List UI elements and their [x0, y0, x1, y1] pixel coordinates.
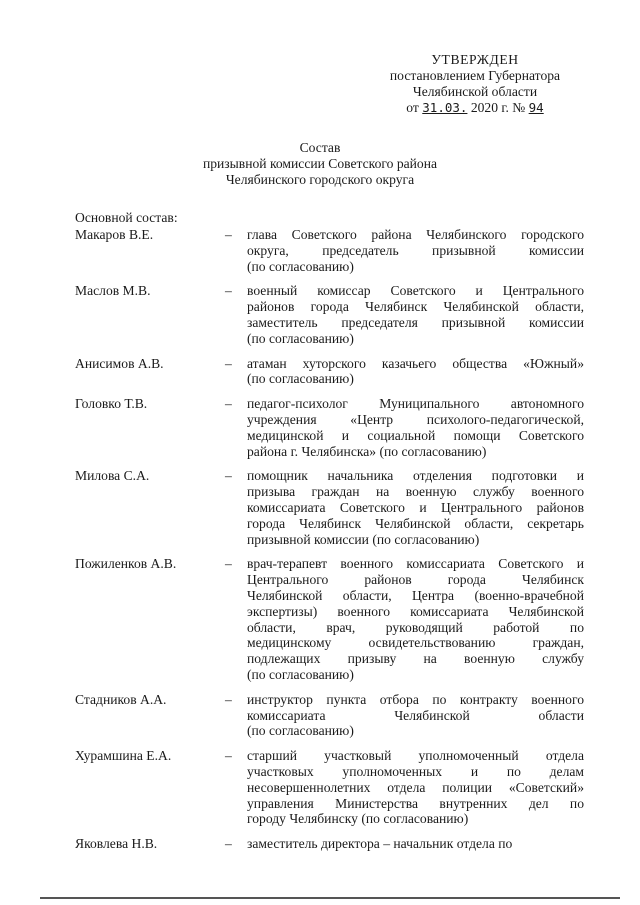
role-line: заместитель председателя призывной комиссии [247, 314, 584, 330]
role-line: районов города Челябинск Челябинской области, [247, 299, 584, 315]
role-line: экспертизы) военного комиссариата Челябинской [247, 603, 584, 619]
role-line: (по согласованию) [247, 666, 354, 682]
role-line: управления Министерства внутренних дел по [247, 795, 584, 811]
dash-separator: – [225, 691, 232, 707]
role-line: военный комиссар Советского и Центрального [247, 283, 584, 299]
approval-date-line [360, 100, 590, 116]
role-line: округа, председатель призывной комиссии [247, 242, 584, 258]
role-line: педагог-психолог Муниципального автономного [247, 396, 584, 412]
role-line: (по согласованию) [247, 723, 354, 739]
member-entry [75, 356, 585, 388]
dash-separator: – [225, 283, 232, 299]
role-line: (по согласованию) [247, 371, 354, 387]
member-name: Макаров В.Е. [75, 227, 154, 242]
member-entry [75, 556, 585, 682]
scan-edge-line [40, 897, 620, 899]
member-role [247, 692, 584, 739]
role-line: старший участковый уполномоченный отдела [247, 748, 584, 764]
member-name: Стадников А.А. [75, 691, 167, 707]
role-line: несовершеннолетних отдела полиции «Советский» [247, 779, 584, 795]
approval-stamp [360, 52, 590, 116]
role-line: комиссариата Челябинской области [247, 707, 584, 723]
dash-separator: – [225, 556, 232, 572]
dash-separator: – [225, 748, 232, 764]
member-role [247, 356, 584, 388]
member-name: Яковлева Н.В. [75, 836, 158, 852]
approval-line-1: постановлением Губернатора [389, 67, 561, 83]
date-value: 31.03. [422, 100, 468, 116]
role-line: медицинской и социальной помощи Советского [247, 427, 584, 443]
role-line: заместитель директора – начальник отдела по [247, 836, 513, 852]
member-role [247, 468, 584, 547]
role-line: призыва граждан на военную службу военного [247, 484, 584, 500]
date-prefix: от [406, 100, 419, 116]
heading-title: Состав [299, 140, 341, 155]
member-role [247, 396, 584, 459]
member-role [247, 748, 584, 827]
role-line: врач-терапевт военного комиссариата Советского и [247, 556, 584, 572]
role-line: Центрального районов города Челябинск [247, 572, 584, 588]
dash-separator: – [225, 355, 232, 371]
document-heading [170, 140, 470, 187]
member-name: Маслов М.В. [75, 283, 151, 299]
approval-line-2: Челябинской области [412, 83, 538, 99]
member-role [247, 283, 584, 346]
member-name: Анисимов А.В. [75, 355, 164, 371]
role-line: области, врач, руководящий работой по [247, 619, 584, 635]
role-line: (по согласованию) [247, 330, 354, 346]
role-line: (по согласованию) [247, 258, 354, 274]
member-entry [75, 468, 585, 547]
approval-title: УТВЕРЖДЕН [431, 52, 519, 67]
member-entry [75, 396, 585, 459]
role-line: города Челябинск Челябинской области, секретарь [247, 515, 584, 531]
members-list [75, 227, 585, 852]
role-line: помощник начальника отделения подготовки и [247, 468, 584, 484]
role-line: Челябинской области, Центра (военно-врачебной [247, 587, 584, 603]
member-name: Пожиленков А.В. [75, 556, 177, 572]
role-line: учреждения «Центр психолого-педагогической, [247, 411, 584, 427]
member-name: Головко Т.В. [75, 396, 148, 412]
role-line: комиссариата Советского и Центрального районов [247, 499, 584, 515]
role-line: атаман хуторского казачьего общества «Южный» [247, 355, 584, 371]
year-text: 2020 г. № [470, 100, 526, 116]
member-entry [75, 836, 585, 852]
heading-line-2: Челябинского городского округа [225, 171, 415, 187]
role-line: призывной комиссии (по согласованию) [247, 531, 480, 547]
role-line: медицинскому освидетельствованию граждан, [247, 635, 584, 651]
member-entry [75, 283, 585, 346]
dash-separator: – [225, 396, 232, 412]
member-name: Милова С.А. [75, 468, 150, 484]
member-name: Хурамшина Е.А. [75, 748, 172, 764]
member-entry [75, 227, 585, 274]
role-line: городу Челябинску (по согласованию) [247, 811, 469, 827]
role-line: участковых уполномоченных и по делам [247, 763, 584, 779]
role-line: подлежащих призыву на военную службу [247, 651, 584, 667]
member-role [247, 556, 584, 682]
document-number: 94 [528, 100, 544, 116]
role-line: глава Советского района Челябинского городского [247, 227, 584, 242]
member-role [247, 836, 584, 852]
member-role [247, 227, 584, 274]
dash-separator: – [225, 836, 232, 852]
member-entry [75, 692, 585, 739]
role-line: инструктор пункта отбора по контракту военного [247, 691, 584, 707]
heading-line-1: призывной комиссии Советского района [202, 155, 438, 171]
section-label: Основной состав: [75, 210, 178, 225]
dash-separator: – [225, 227, 232, 242]
role-line: района г. Челябинска» (по согласованию) [247, 443, 487, 459]
dash-separator: – [225, 468, 232, 484]
member-entry [75, 748, 585, 827]
